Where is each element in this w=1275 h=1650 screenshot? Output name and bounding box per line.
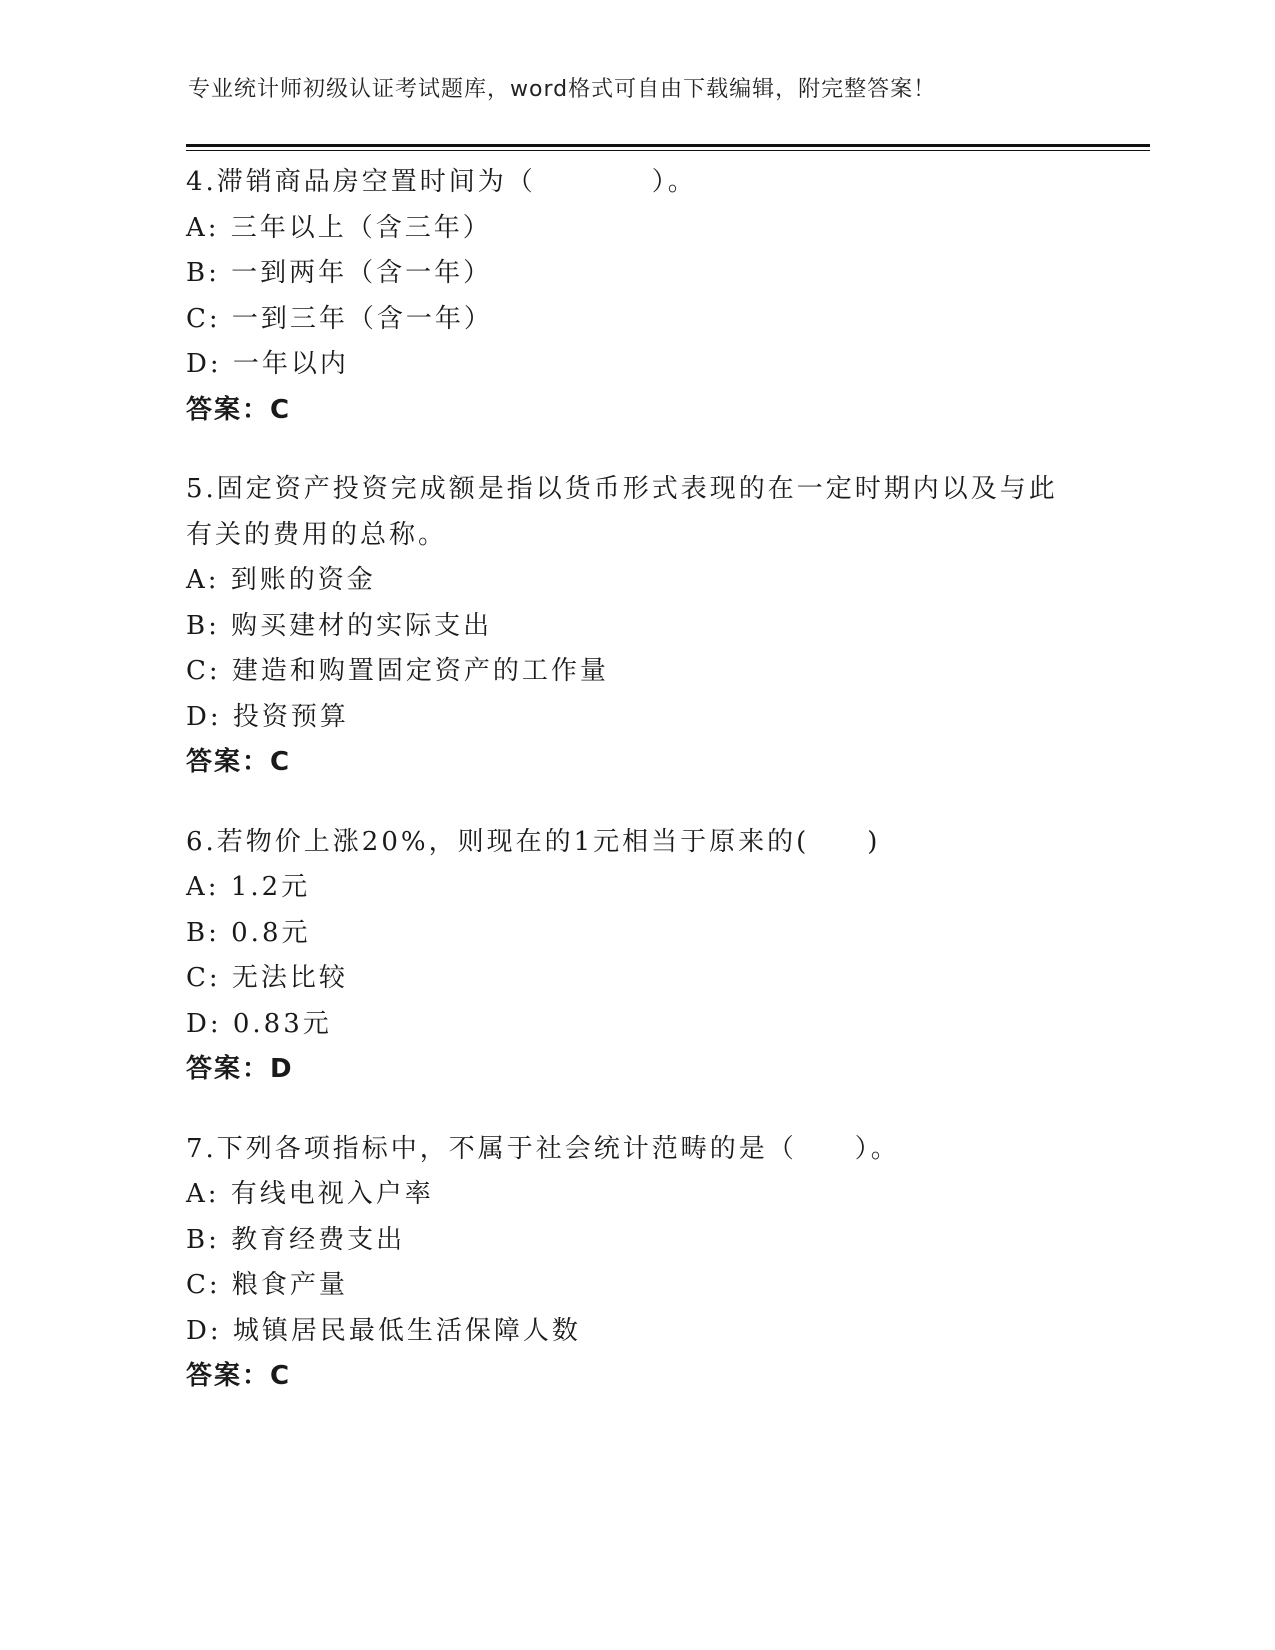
option-b: B: 购买建材的实际支出 bbox=[186, 610, 493, 641]
option-a: A: 1.2元 bbox=[186, 872, 311, 902]
option-d: D: 0.83元 bbox=[186, 1008, 332, 1039]
option-b: B: 一到两年（含一年） bbox=[186, 258, 493, 288]
option-b: B: 教育经费支出 bbox=[186, 1224, 406, 1255]
question-5 bbox=[186, 467, 1086, 786]
question-7 bbox=[186, 1127, 1086, 1400]
option-d: D: 一年以内 bbox=[186, 349, 349, 379]
option-c: C: 无法比较 bbox=[186, 963, 348, 993]
question-4 bbox=[186, 160, 1086, 433]
question-list bbox=[186, 160, 1086, 1434]
header-rule-thin bbox=[186, 150, 1150, 151]
option-d: D: 投资预算 bbox=[186, 701, 349, 732]
question-stem: 5.固定资产投资完成额是指以货币形式表现的在一定时期内以及与此 bbox=[186, 474, 1058, 504]
option-a: A: 三年以上（含三年） bbox=[186, 212, 492, 243]
answer: 答案：C bbox=[186, 1361, 292, 1391]
option-c: C: 粮食产量 bbox=[186, 1270, 348, 1300]
option-c: C: 建造和购置固定资产的工作量 bbox=[186, 656, 609, 686]
option-a: A: 有线电视入户率 bbox=[186, 1179, 434, 1209]
question-stem: 6.若物价上涨20%，则现在的1元相当于原来的( ) bbox=[186, 826, 881, 857]
option-c: C: 一到三年（含一年） bbox=[186, 303, 493, 334]
answer: 答案：C bbox=[186, 394, 292, 425]
question-6 bbox=[186, 820, 1086, 1093]
page-header: 专业统计师初级认证考试题库，word格式可自由下载编辑，附完整答案！ bbox=[188, 77, 937, 102]
option-d: D: 城镇居民最低生活保障人数 bbox=[186, 1315, 581, 1346]
question-stem: 7.下列各项指标中，不属于社会统计范畴的是（ ）。 bbox=[186, 1133, 900, 1164]
answer: 答案：D bbox=[186, 1054, 294, 1084]
option-a: A: 到账的资金 bbox=[186, 565, 376, 595]
question-stem-continued: 有关的费用的总称。 bbox=[186, 519, 448, 550]
question-stem: 4.滞销商品房空置时间为（ ）。 bbox=[186, 167, 697, 197]
option-b: B: 0.8元 bbox=[186, 917, 311, 948]
answer: 答案：C bbox=[186, 747, 292, 777]
header-rule-thick bbox=[186, 144, 1150, 147]
